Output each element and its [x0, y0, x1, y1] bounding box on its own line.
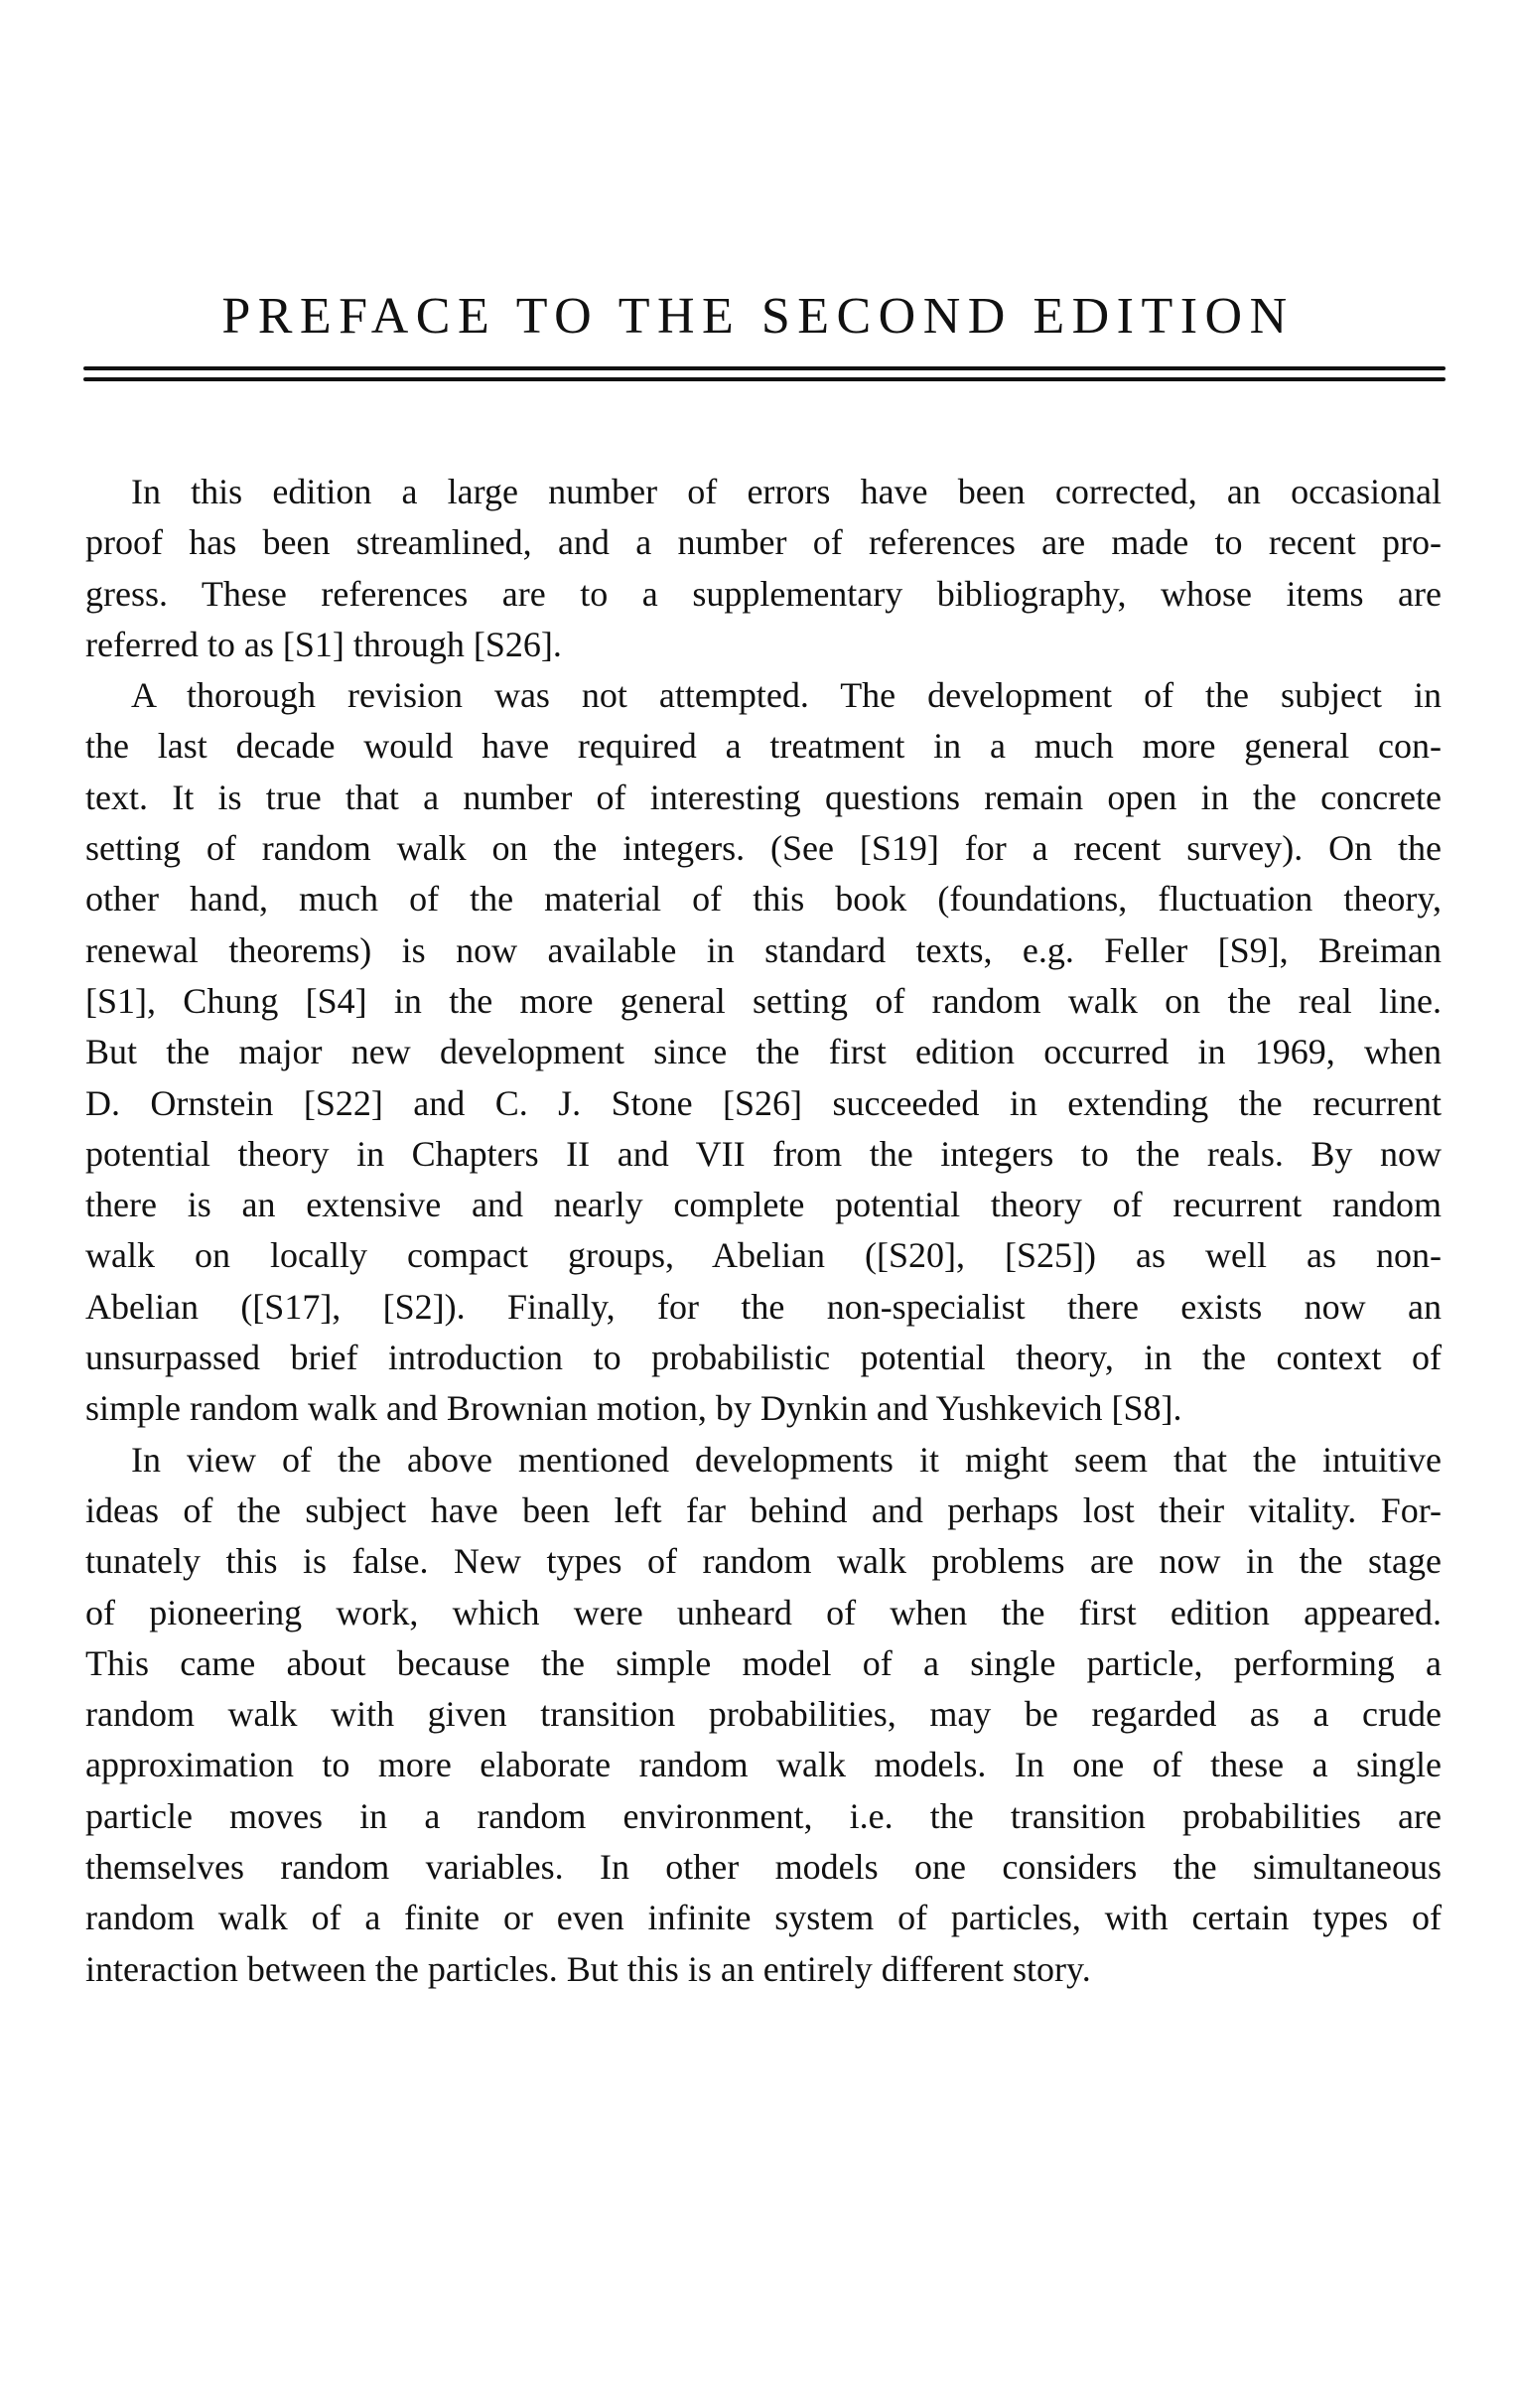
text-line: interaction between the particles. But this is an entirely different story. — [85, 1948, 1091, 1989]
text-line: This came about because the simple model of a single particle, performing a — [85, 1642, 1442, 1683]
paragraph — [85, 670, 1442, 1434]
text-line: tunately this is false. New types of random walk problems are now in the stage — [85, 1541, 1442, 1582]
text-line: other hand, much of the material of this book (foundations, fluctuation theory, — [85, 879, 1442, 920]
text-line: potential theory in Chapters II and VII from the integers to the reals. By now — [85, 1133, 1442, 1174]
text-line: [S1], Chung [S4] in the more general setting of random walk on the real line. — [85, 980, 1442, 1021]
text-line: themselves random variables. In other models one considers the simultaneous — [85, 1847, 1442, 1888]
text-line: renewal theorems) is now available in standard texts, e.g. Feller [S9], Breiman — [85, 929, 1442, 970]
text-line: proof has been streamlined, and a number of references are made to recent pro- — [85, 522, 1442, 563]
text-line: setting of random walk on the integers. (See [S19] for a recent survey). On the — [85, 828, 1442, 869]
text-line: simple random walk and Brownian motion, by Dynkin and Yushkevich [S8]. — [85, 1388, 1182, 1429]
text-line: random walk with given transition probabilities, may be regarded as a crude — [85, 1694, 1442, 1735]
page-title: PREFACE TO THE SECOND EDITION — [221, 287, 1295, 345]
text-line: there is an extensive and nearly complete potential theory of recurrent random — [85, 1185, 1442, 1225]
text-line: unsurpassed brief introduction to probabilistic potential theory, in the context of — [85, 1338, 1442, 1378]
paragraph — [85, 467, 1442, 670]
text-line: ideas of the subject have been left far behind and perhaps lost their vitality. For- — [85, 1489, 1442, 1530]
title-rule-top — [83, 366, 1446, 370]
text-line: random walk of a finite or even infinite system of particles, with certain types of — [85, 1898, 1442, 1938]
text-line: In this edition a large number of errors have been corrected, an occasional — [131, 472, 1442, 511]
text-line: text. It is true that a number of interesting questions remain open in the concrete — [85, 777, 1442, 817]
text-line: Abelian ([S17], [S2]). Finally, for the non-specialist there exists now an — [85, 1286, 1442, 1327]
text-line: of pioneering work, which were unheard of when the first edition appeared. — [85, 1592, 1442, 1632]
text-line: D. Ornstein [S22] and C. J. Stone [S26] succeeded in extending the recurrent — [85, 1082, 1442, 1123]
text-line: referred to as [S1] through [S26]. — [85, 624, 562, 664]
text-line: walk on locally compact groups, Abelian ([S20], [S25]) as well as non- — [85, 1235, 1442, 1276]
text-line: the last decade would have required a treatment in a much more general con- — [85, 726, 1442, 767]
text-line: approximation to more elaborate random walk models. In one of these a single — [85, 1745, 1442, 1785]
text-line: But the major new development since the first edition occurred in 1969, when — [85, 1032, 1442, 1072]
text-line: particle moves in a random environment, i.e. the transition probabilities are — [85, 1795, 1442, 1836]
preface-body — [85, 467, 1442, 1995]
text-line: gress. These references are to a supplementary bibliography, whose items are — [85, 573, 1442, 614]
paragraph — [85, 1435, 1442, 1995]
text-line: A thorough revision was not attempted. The development of the subject in — [131, 675, 1442, 716]
text-line: In view of the above mentioned developments it might seem that the intuitive — [131, 1439, 1442, 1480]
title-rule-bottom — [83, 377, 1446, 381]
